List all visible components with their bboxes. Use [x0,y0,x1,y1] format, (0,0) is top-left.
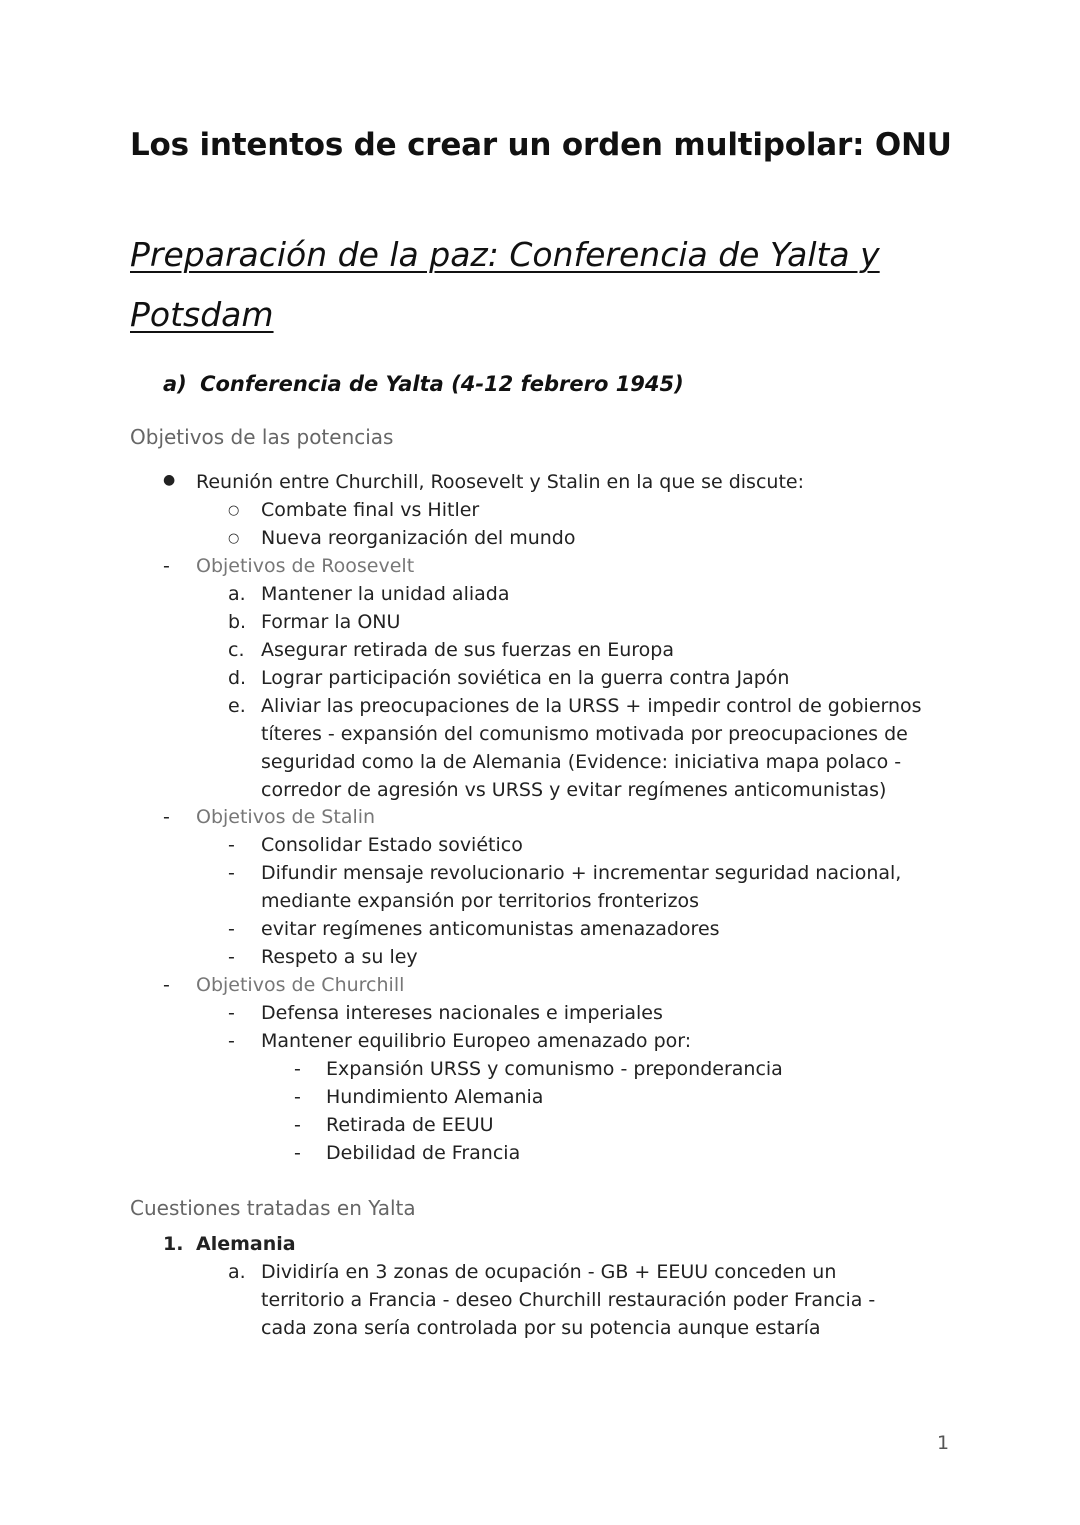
page-number: 1 [937,1432,950,1454]
dash-marker: - [228,946,235,968]
list-marker: a. [228,1261,246,1283]
dash-marker: - [163,974,170,996]
list-marker: e. [228,695,246,717]
roosevelt-item: Asegurar retirada de sus fuerzas en Europa [261,639,674,661]
dash-marker: - [294,1142,301,1164]
cuestiones-sub-line: Dividiría en 3 zonas de ocupación - GB + EEUU conceden un [261,1261,837,1283]
stalin-item: Consolidar Estado soviético [261,834,523,856]
dash-marker: - [294,1058,301,1080]
roosevelt-item: Lograr participación soviética en la guerra contra Japón [261,667,790,689]
stalin-item: Respeto a su ley [261,946,418,968]
list-marker: b. [228,611,247,633]
section-heading-line-1: Preparación de la paz: Conferencia de Yalta y [130,235,880,274]
bullet-icon: ● [163,472,176,488]
subsection-marker: a) [163,372,187,396]
dash-marker: - [294,1114,301,1136]
dash-marker: - [294,1086,301,1108]
roosevelt-item: Mantener la unidad aliada [261,583,510,605]
churchill-threat: Expansión URSS y comunismo - preponderancia [326,1058,783,1080]
roosevelt-heading: Objetivos de Roosevelt [196,555,415,577]
meeting-text: Reunión entre Churchill, Roosevelt y Stalin en la que se discute: [196,471,804,493]
objetivos-heading: Objetivos de las potencias [130,425,394,449]
circle-bullet-icon: ○ [228,531,240,546]
churchill-item: Defensa intereses nacionales e imperiales [261,1002,663,1024]
stalin-item: evitar regímenes anticomunistas amenazadores [261,918,720,940]
subsection-heading [163,372,684,396]
churchill-threat: Debilidad de Francia [326,1142,521,1164]
cuestiones-heading: Cuestiones tratadas en Yalta [130,1196,416,1220]
roosevelt-item: Formar la ONU [261,611,401,633]
cuestiones-item-label: Alemania [196,1233,296,1255]
circle-bullet-icon: ○ [228,503,240,518]
dash-marker: - [228,862,235,884]
churchill-heading: Objetivos de Churchill [196,974,405,996]
document-title: Los intentos de crear un orden multipolar: ONU [130,127,952,163]
stalin-heading: Objetivos de Stalin [196,806,376,828]
subsection-title: Conferencia de Yalta (4-12 febrero 1945) [200,372,684,396]
cuestiones-sub-line: territorio a Francia - deseo Churchill restauración poder Francia - [261,1289,876,1311]
list-marker: d. [228,667,247,689]
dash-marker: - [228,918,235,940]
cuestiones-sub-line: cada zona sería controlada por su potencia aunque estaría [261,1317,821,1339]
dash-marker: - [228,834,235,856]
list-marker: a. [228,583,246,605]
dash-marker: - [163,806,170,828]
section-heading-line-2: Potsdam [130,295,274,334]
roosevelt-item-e-line: seguridad como la de Alemania (Evidence: iniciativa mapa polaco - [261,751,902,773]
list-marker: c. [228,639,245,661]
churchill-threat: Retirada de EEUU [326,1114,494,1136]
list-marker: 1. [163,1233,184,1255]
roosevelt-item-e-line: Aliviar las preocupaciones de la URSS + impedir control de gobiernos [261,695,922,717]
stalin-item-line: mediante expansión por territorios fronterizos [261,890,700,912]
meeting-topic: Nueva reorganización del mundo [261,527,576,549]
roosevelt-item-e-line: corredor de agresión vs URSS y evitar regímenes anticomunistas) [261,779,887,801]
roosevelt-item-e-line: títeres - expansión del comunismo motivada por preocupaciones de [261,723,908,745]
churchill-item: Mantener equilibrio Europeo amenazado por: [261,1030,692,1052]
dash-marker: - [163,555,170,577]
churchill-threat: Hundimiento Alemania [326,1086,544,1108]
meeting-topic: Combate final vs Hitler [261,499,480,521]
dash-marker: - [228,1002,235,1024]
dash-marker: - [228,1030,235,1052]
stalin-item-line: Difundir mensaje revolucionario + incrementar seguridad nacional, [261,862,902,884]
